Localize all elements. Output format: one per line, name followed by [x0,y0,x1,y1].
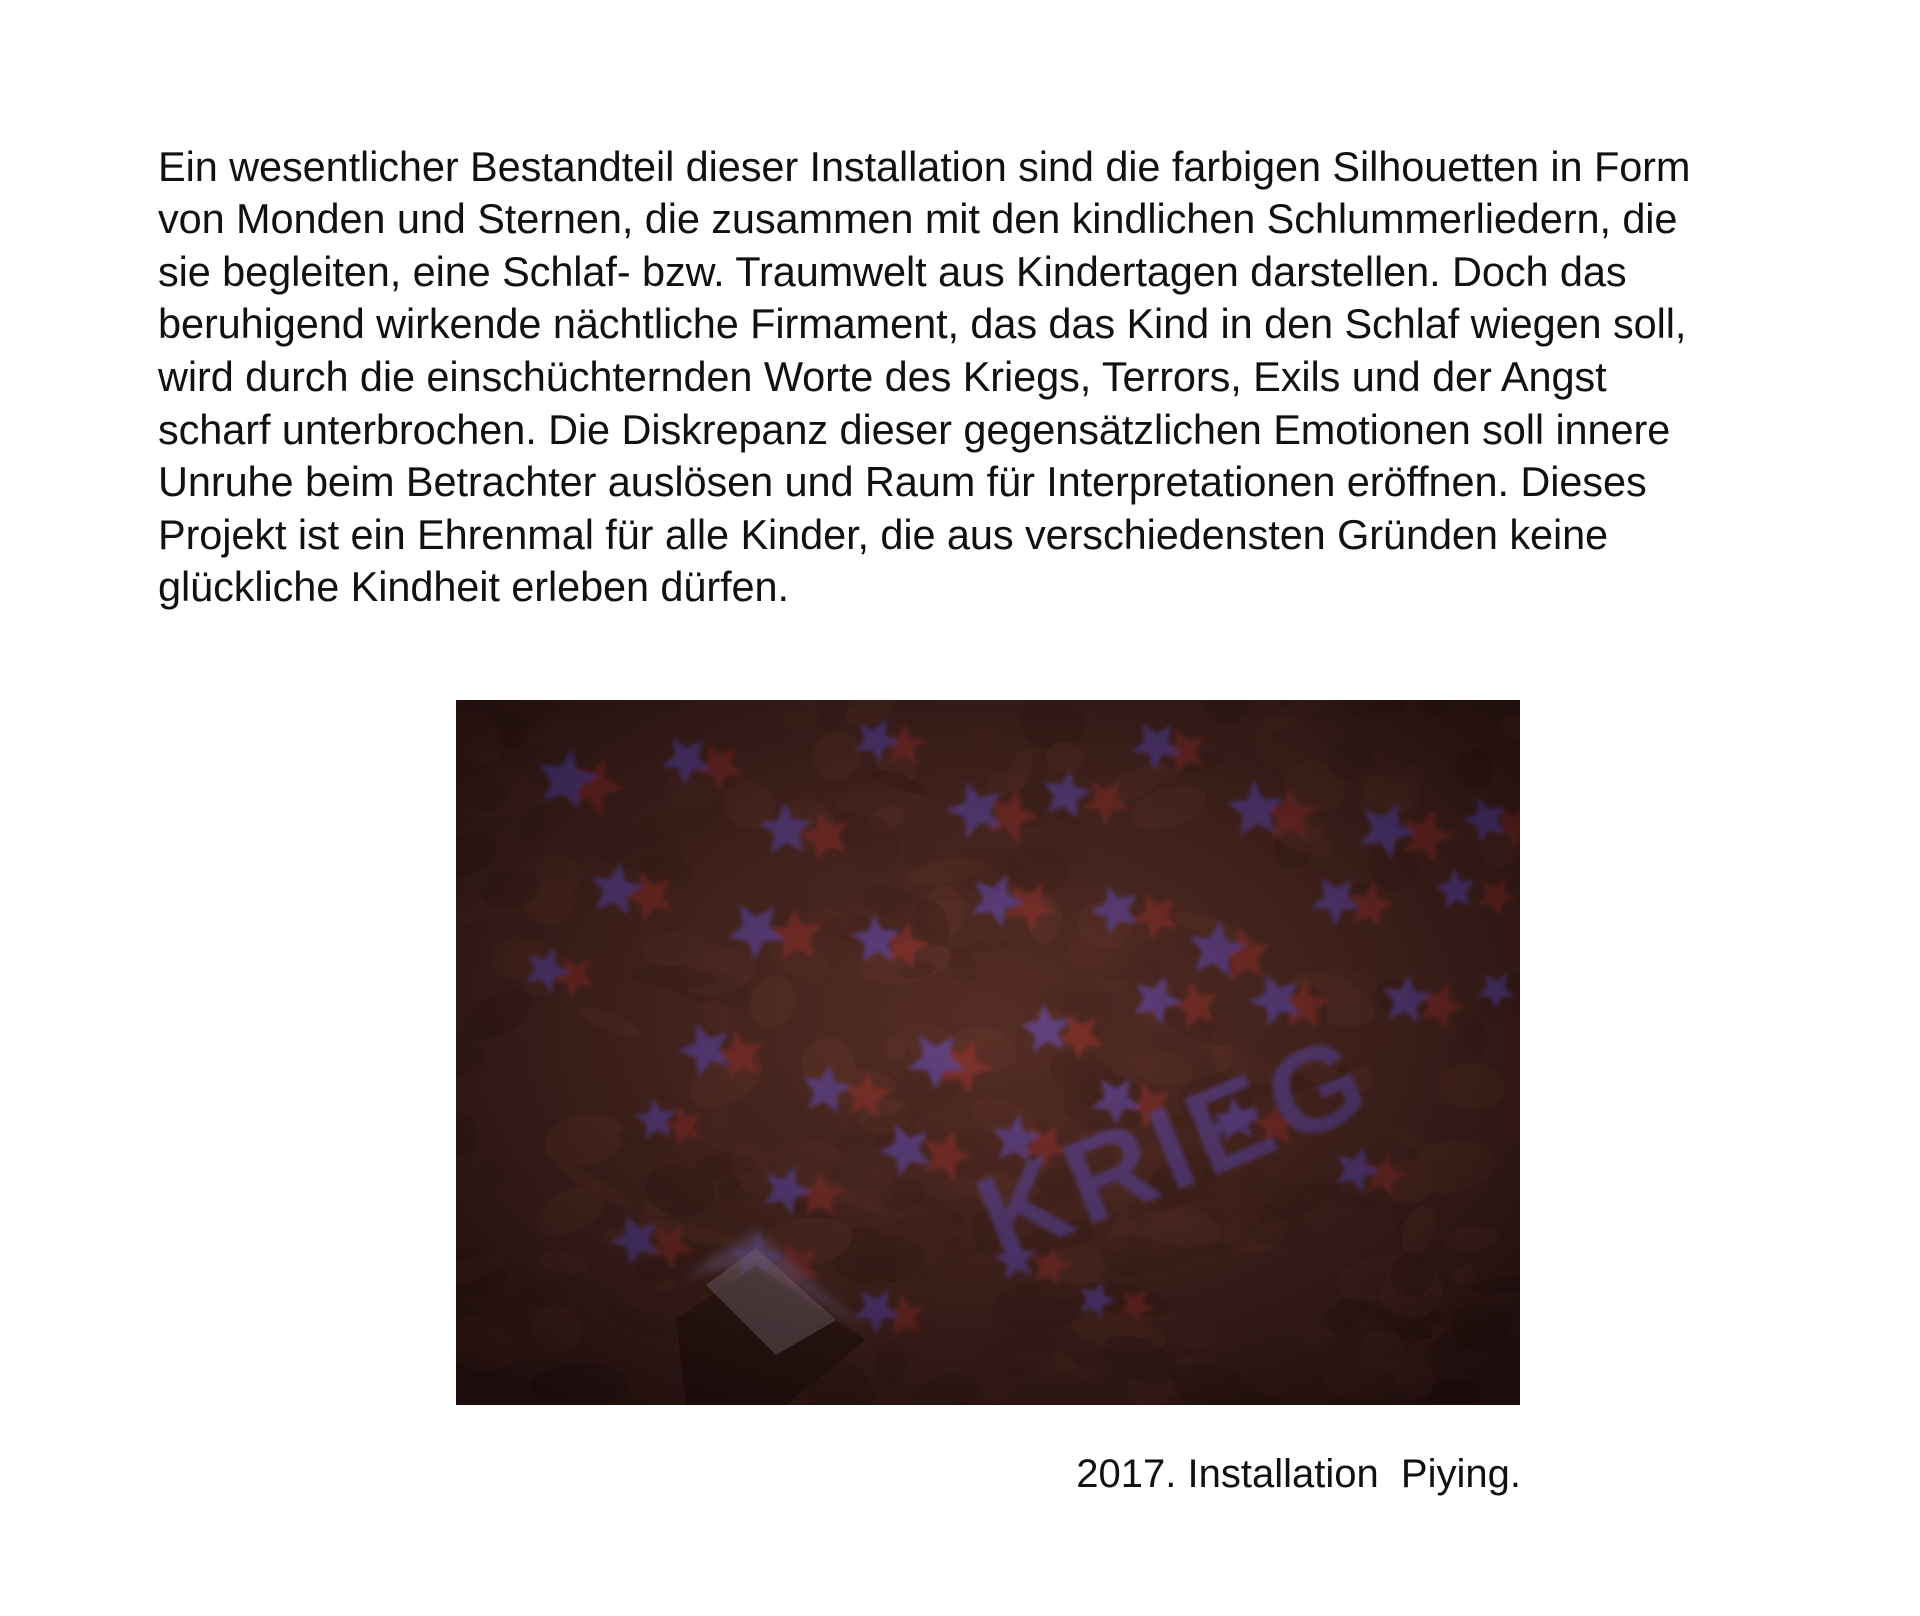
photo-caption: 2017. Installation Piying. [1076,1452,1521,1496]
body-line: Ein wesentlicher Bestandteil dieser Installation sind die farbigen Silhouetten in Form [158,142,1691,190]
body-line: beruhigend wirkende nächtliche Firmament, das das Kind in den Schlaf wiegen soll, [158,300,1687,348]
body-line: sie begleiten, eine Schlaf- bzw. Traumwelt aus Kindertagen darstellen. Doch das [158,247,1627,295]
body-line: scharf unterbrochen. Die Diskrepanz dieser gegensätzlichen Emotionen soll innere [158,405,1671,453]
body-line: wird durch die einschüchternden Worte des Kriegs, Terrors, Exils und der Angst [158,352,1607,400]
installation-photo [456,700,1520,1405]
body-line: glückliche Kindheit erleben dürfen. [158,563,789,611]
body-line: Unruhe beim Betrachter auslösen und Raum für Interpretationen eröffnen. Dieses [158,458,1647,506]
body-paragraph [158,88,1838,614]
photo-vignette [456,700,1520,1405]
installation-photo-image [456,700,1520,1405]
body-line: Projekt ist ein Ehrenmal für alle Kinder, die aus verschiedensten Gründen keine [158,510,1609,558]
body-line: von Monden und Sternen, die zusammen mit den kindlichen Schlummerliedern, die [158,195,1678,243]
